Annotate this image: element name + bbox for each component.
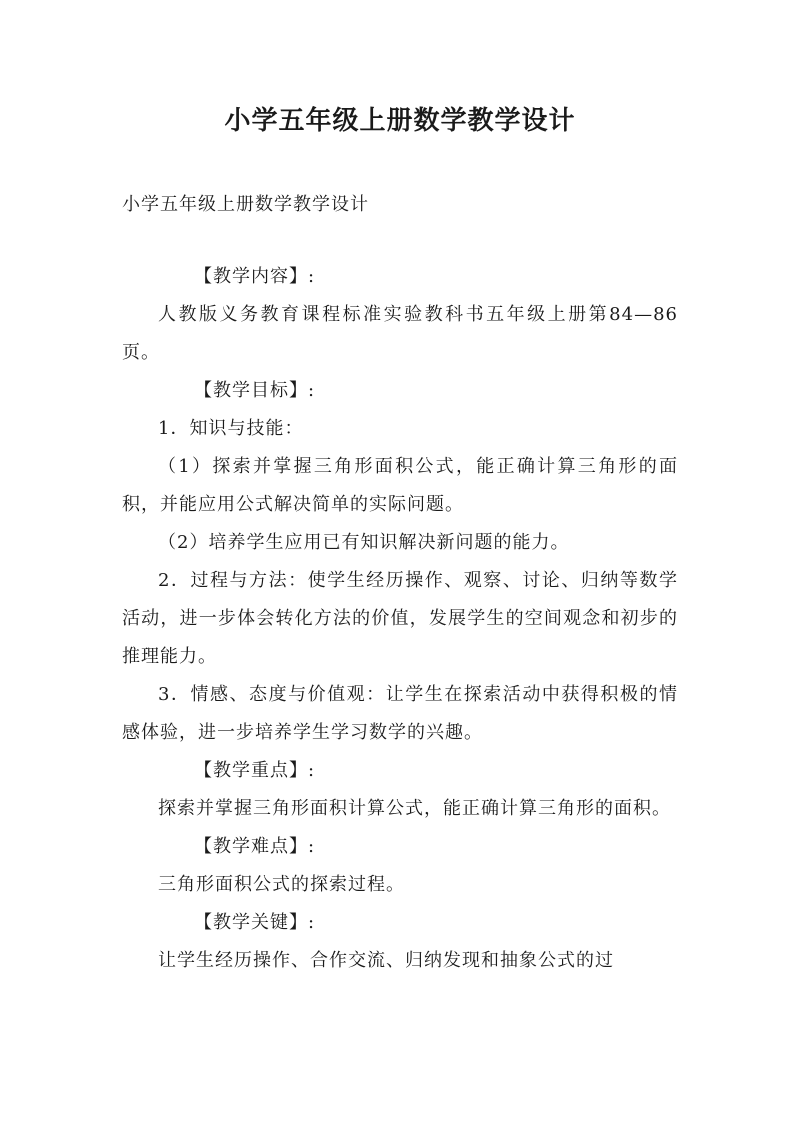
paragraph-objective-1-1: （1）探索并掌握三角形面积公式，能正确计算三角形的面积，并能应用公式解决简单的实际问题。: [122, 456, 678, 515]
section-heading-key: 【教学关键】:: [194, 912, 316, 933]
section-heading-key-points: 【教学重点】:: [194, 760, 316, 781]
paragraph-content: 人教版义务教育课程标准实验教科书五年级上册第84—86页。: [122, 304, 678, 363]
paragraph-objective-2: 2．过程与方法：使学生经历操作、观察、讨论、归纳等数学活动，进一步体会转化方法的价值，发展学生的空间观念和初步的推理能力。: [122, 570, 678, 667]
paragraph-objective-1-title: 1．知识与技能：: [158, 418, 304, 439]
paragraph-difficulties: 三角形面积公式的探索过程。: [158, 874, 405, 895]
section-heading-objectives: 【教学目标】:: [194, 380, 316, 401]
paragraph-objective-1-2: （2）培养学生应用已有知识解决新问题的能力。: [158, 532, 570, 553]
document-subtitle: 小学五年级上册数学教学设计: [122, 194, 369, 215]
section-heading-content: 【教学内容】:: [194, 266, 316, 287]
document-body: [122, 258, 678, 980]
paragraph-objective-3: 3．情感、态度与价值观：让学生在探索活动中获得积极的情感体验，进一步培养学生学习数学的兴趣。: [122, 684, 678, 743]
paragraph-key: 让学生经历操作、合作交流、归纳发现和抽象公式的过: [158, 950, 614, 971]
document-title: 小学五年级上册数学教学设计: [224, 106, 576, 136]
section-heading-difficulties: 【教学难点】:: [194, 836, 316, 857]
paragraph-key-points: 探索并掌握三角形面积计算公式，能正确计算三角形的面积。: [158, 798, 671, 819]
